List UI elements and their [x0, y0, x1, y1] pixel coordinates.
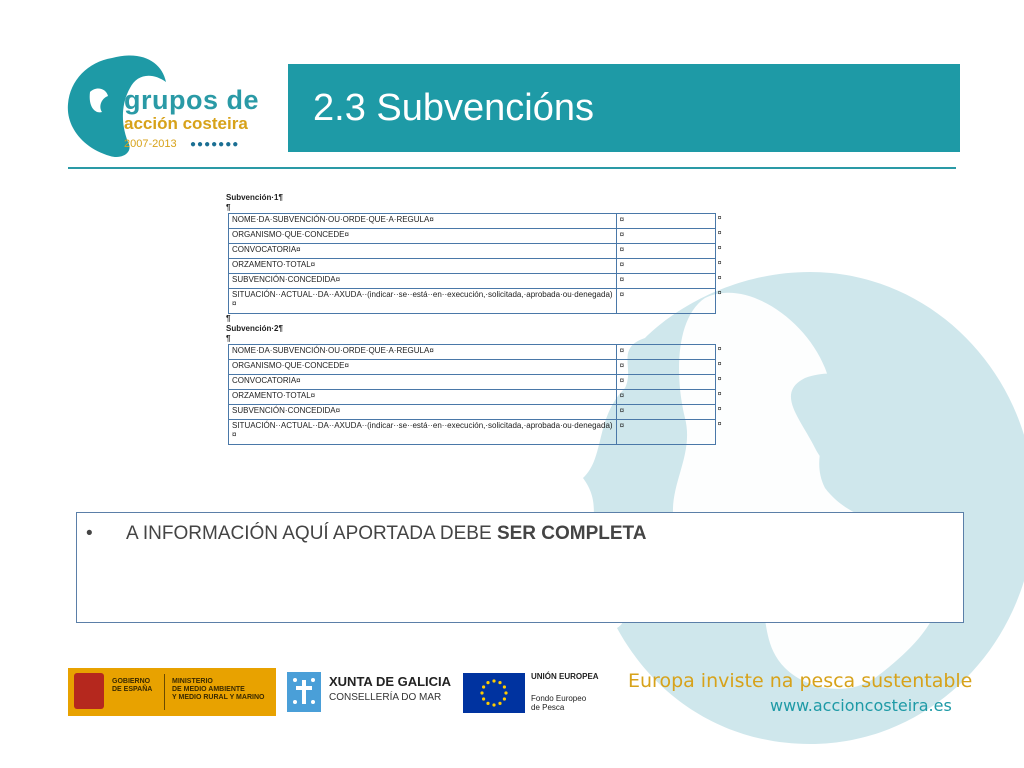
- pilcrow: ¶: [226, 203, 231, 212]
- row-label: NOME·DA·SUBVENCIÓN·OU·ORDE·QUE·A·REGULA¤: [229, 214, 617, 229]
- form-image: [226, 193, 732, 463]
- info-text-plain: A INFORMACIÓN AQUÍ APORTADA DEBE: [126, 523, 497, 544]
- table-row: [229, 274, 726, 289]
- table-row: [229, 405, 726, 420]
- form-table-2: [228, 344, 726, 445]
- row-label: CONVOCATORIA¤: [229, 375, 617, 390]
- row-value: ¤: [616, 420, 715, 445]
- row-label: ORZAMENTO·TOTAL¤: [229, 390, 617, 405]
- row-value: ¤: [616, 244, 715, 259]
- info-text-bold: SER COMPLETA: [496, 523, 647, 544]
- row-value: ¤: [616, 214, 715, 229]
- table-row: [229, 289, 726, 314]
- table-row: [229, 244, 726, 259]
- gobierno-espana-logo: [68, 668, 276, 716]
- logo-text-accion: acción costeira: [124, 114, 248, 133]
- row-label: CONVOCATORIA¤: [229, 244, 617, 259]
- title-divider: [68, 167, 956, 169]
- xunta-galicia-logo: [287, 668, 457, 716]
- row-value: ¤: [616, 229, 715, 244]
- eu-fund: Fondo Europeo de Pesca: [531, 694, 587, 712]
- form-table-1: [228, 213, 726, 314]
- logo-text-grupos: grupos de: [124, 85, 260, 115]
- row-value: ¤: [616, 274, 715, 289]
- table-row: [229, 390, 726, 405]
- xunta-name: XUNTA DE GALICIA: [329, 674, 452, 689]
- row-end-mark: ¤: [717, 259, 722, 267]
- logo-text-years: 2007-2013: [124, 138, 177, 150]
- table-row: [229, 375, 726, 390]
- logo-dots: ●●●●●●●: [190, 139, 240, 150]
- row-end-mark: ¤: [717, 274, 722, 282]
- table-row: [229, 229, 726, 244]
- row-end-mark: ¤: [717, 289, 722, 297]
- xunta-emblem-icon: [287, 672, 321, 712]
- pilcrow: ¶: [226, 314, 231, 323]
- row-value: ¤: [616, 390, 715, 405]
- coat-of-arms-icon: [74, 673, 104, 709]
- pilcrow: ¶: [226, 334, 231, 343]
- table-row: [229, 259, 726, 274]
- row-label: SITUACIÓN··ACTUAL··DA··AXUDA··(indicar··se··está··en··execución,·solicitada,·aprobada·ou·denegada)¤: [229, 289, 617, 314]
- website-link[interactable]: www.accioncosteira.es: [770, 696, 952, 715]
- row-end-mark: ¤: [717, 420, 722, 428]
- row-label: ORGANISMO·QUE·CONCEDE¤: [229, 229, 617, 244]
- row-value: ¤: [616, 360, 715, 375]
- page-title: 2.3 Subvencións: [313, 87, 594, 129]
- row-end-mark: ¤: [717, 375, 722, 383]
- row-end-mark: ¤: [717, 405, 722, 413]
- row-value: ¤: [616, 259, 715, 274]
- row-end-mark: ¤: [717, 229, 722, 237]
- bullet-marker: •: [86, 523, 93, 544]
- eu-logo: [463, 668, 613, 716]
- eu-name: UNIÓN EUROPEA: [531, 672, 599, 681]
- row-end-mark: ¤: [717, 360, 722, 368]
- row-value: ¤: [616, 405, 715, 420]
- table-row: [229, 345, 726, 360]
- row-label: SUBVENCIÓN·CONCEDIDA¤: [229, 274, 617, 289]
- row-value: ¤: [616, 345, 715, 360]
- row-label: NOME·DA·SUBVENCIÓN·OU·ORDE·QUE·A·REGULA¤: [229, 345, 617, 360]
- section-title: Subvención·2¶: [226, 324, 283, 333]
- section-title: Subvención·1¶: [226, 193, 283, 202]
- row-end-mark: ¤: [717, 345, 722, 353]
- info-text: [126, 522, 646, 546]
- row-label: ORGANISMO·QUE·CONCEDE¤: [229, 360, 617, 375]
- table-row: [229, 360, 726, 375]
- ministerio-label: MINISTERIO DE MEDIO AMBIENTE Y MEDIO RURAL Y MARINO: [172, 678, 265, 701]
- row-value: ¤: [616, 289, 715, 314]
- eu-flag-icon: [463, 673, 525, 713]
- row-label: SUBVENCIÓN·CONCEDIDA¤: [229, 405, 617, 420]
- logo-divider: [164, 674, 165, 710]
- table-row: [229, 420, 726, 445]
- gobierno-label: GOBIERNO DE ESPAÑA: [112, 678, 153, 693]
- table-row: [229, 214, 726, 229]
- slogan-text: Europa inviste na pesca sustentable: [628, 670, 973, 692]
- row-label: SITUACIÓN··ACTUAL··DA··AXUDA··(indicar··se··está··en··execución,·solicitada,·aprobada·ou·denegada)¤: [229, 420, 617, 445]
- xunta-department: CONSELLERÍA DO MAR: [329, 692, 442, 703]
- row-label: ORZAMENTO·TOTAL¤: [229, 259, 617, 274]
- row-end-mark: ¤: [717, 244, 722, 252]
- row-end-mark: ¤: [717, 214, 722, 222]
- row-end-mark: ¤: [717, 390, 722, 398]
- row-value: ¤: [616, 375, 715, 390]
